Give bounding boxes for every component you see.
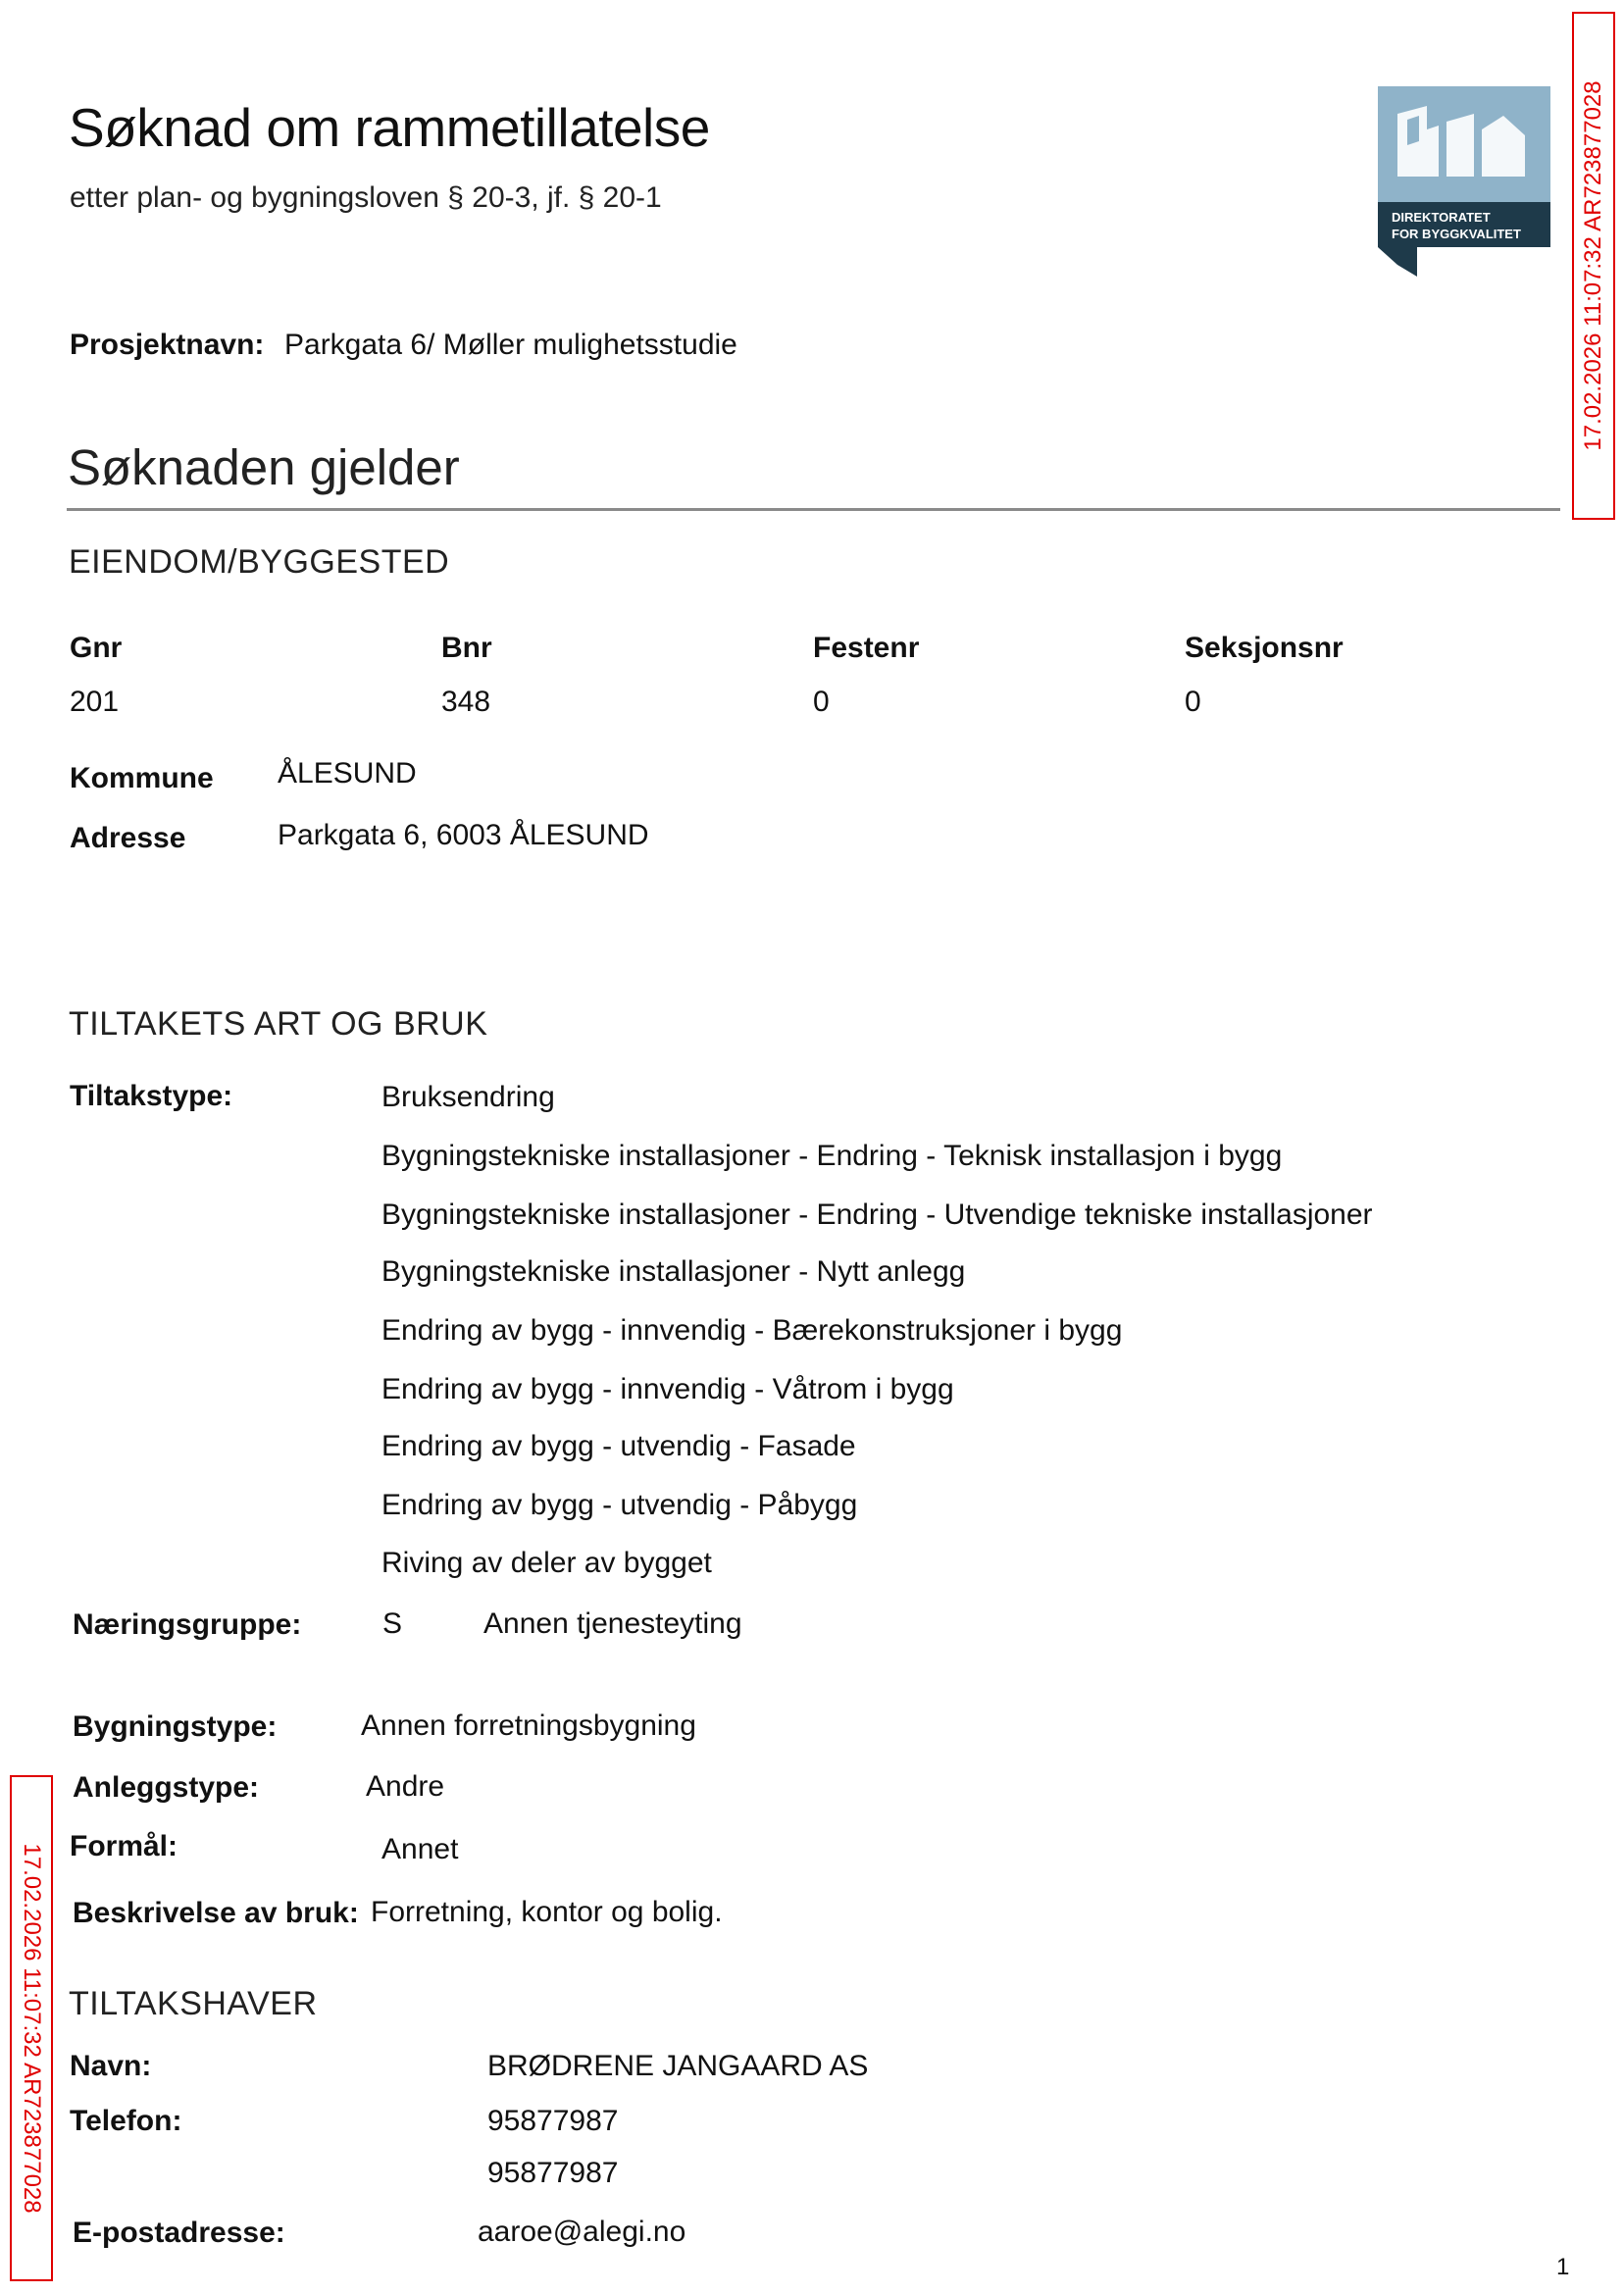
value-festenr: 0 <box>813 686 830 718</box>
tiltakstype-label: Tiltakstype: <box>70 1080 233 1112</box>
beskrivelse-value: Forretning, kontor og bolig. <box>371 1896 723 1928</box>
logo-text-2: FOR BYGGKVALITET <box>1392 227 1521 241</box>
timestamp-stamp-top <box>1572 12 1615 520</box>
telefon-value: 95877987 <box>487 2105 619 2137</box>
adresse-label: Adresse <box>70 822 186 854</box>
telefon-value: 95877987 <box>487 2157 619 2189</box>
stamp-text-top: 17.02.2026 11:07:32 AR723877028 <box>1580 80 1606 451</box>
dibk-logo-icon <box>1378 86 1550 277</box>
beskrivelse-label: Beskrivelse av bruk: <box>73 1897 359 1929</box>
document-subtitle: etter plan- og bygningsloven § 20-3, jf. § 20-1 <box>70 181 662 214</box>
tiltakstype-item: Endring av bygg - innvendig - Våtrom i bygg <box>381 1373 954 1405</box>
property-heading: EIENDOM/BYGGESTED <box>69 543 450 581</box>
tiltakstype-item: Bruksendring <box>381 1081 555 1113</box>
tiltakshaver-heading: TILTAKSHAVER <box>69 1985 318 2022</box>
timestamp-stamp-left <box>10 1775 53 2281</box>
epost-label: E-postadresse: <box>73 2217 285 2249</box>
telefon-label: Telefon: <box>70 2105 182 2137</box>
column-seksjonsnr: Seksjonsnr <box>1185 632 1344 664</box>
naeringsgruppe-value: Annen tjenesteyting <box>483 1607 742 1640</box>
navn-label: Navn: <box>70 2050 152 2082</box>
kommune-label: Kommune <box>70 762 214 794</box>
anleggstype-label: Anleggstype: <box>73 1771 260 1804</box>
tiltakstype-item: Endring av bygg - utvendig - Påbygg <box>381 1489 858 1521</box>
tiltakstype-item: Endring av bygg - utvendig - Fasade <box>381 1430 856 1462</box>
column-bnr: Bnr <box>441 632 492 664</box>
value-bnr: 348 <box>441 686 491 718</box>
bygningstype-label: Bygningstype: <box>73 1710 278 1743</box>
stamp-text-left: 17.02.2026 11:07:32 AR723877028 <box>19 1843 45 2214</box>
bygningstype-value: Annen forretningsbygning <box>361 1709 696 1742</box>
anleggstype-value: Andre <box>366 1770 445 1803</box>
tiltakstype-item: Bygningstekniske installasjoner - Endring - Teknisk installasjon i bygg <box>381 1140 1283 1172</box>
tiltakstype-item: Riving av deler av bygget <box>381 1547 712 1579</box>
kommune-value: ÅLESUND <box>278 757 417 790</box>
tiltak-heading: TILTAKETS ART OG BRUK <box>69 1005 488 1043</box>
value-gnr: 201 <box>70 686 120 718</box>
section-divider <box>67 508 1560 511</box>
section-title: Søknaden gjelder <box>68 439 460 495</box>
document-title: Søknad om rammetillatelse <box>69 97 710 158</box>
value-seksjonsnr: 0 <box>1185 686 1201 718</box>
tiltakstype-item: Bygningstekniske installasjoner - Nytt anlegg <box>381 1255 966 1288</box>
column-festenr: Festenr <box>813 632 920 664</box>
formaal-value: Annet <box>381 1833 459 1865</box>
naeringsgruppe-label: Næringsgruppe: <box>73 1608 302 1641</box>
column-gnr: Gnr <box>70 632 123 664</box>
naeringsgruppe-code: S <box>382 1607 403 1640</box>
formaal-label: Formål: <box>70 1830 178 1862</box>
adresse-value: Parkgata 6, 6003 ÅLESUND <box>278 819 649 851</box>
project-name-value: Parkgata 6/ Møller mulighetsstudie <box>284 329 737 361</box>
logo-text-1: DIREKTORATET <box>1392 210 1491 225</box>
navn-value: BRØDRENE JANGAARD AS <box>487 2050 869 2082</box>
epost-value[interactable]: aaroe@alegi.no <box>478 2216 686 2248</box>
tiltakstype-item: Bygningstekniske installasjoner - Endring - Utvendige tekniske installasjoner <box>381 1198 1373 1231</box>
page-number: 1 <box>1556 2254 1570 2280</box>
dibk-logo <box>1378 86 1550 277</box>
project-name-label: Prosjektnavn: <box>70 329 265 361</box>
tiltakstype-item: Endring av bygg - innvendig - Bærekonstruksjoner i bygg <box>381 1314 1123 1347</box>
